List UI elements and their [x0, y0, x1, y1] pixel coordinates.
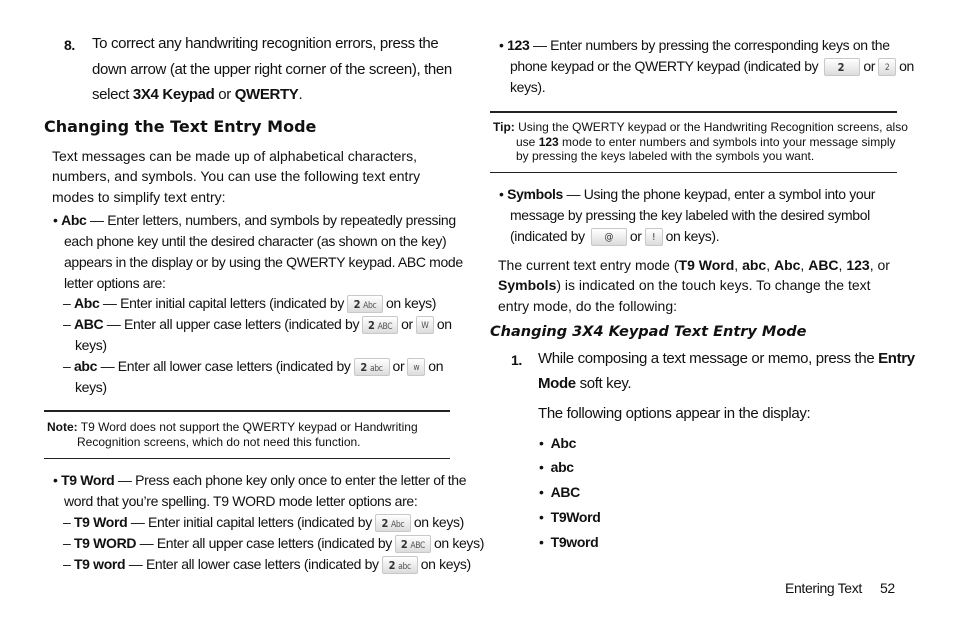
note-top-rule [44, 410, 450, 412]
abc-bullet-line-1: • Abc — Enter letters, numbers, and symbols by repeatedly pressing [53, 212, 456, 228]
abc-sub-initial-caps: – Abc — Enter initial capital letters (indicated by 2 Abc on keys) [63, 295, 437, 312]
current-mode-line-2: Symbols) is indicated on the touch keys. To change the text [498, 277, 871, 293]
note-bottom-rule [44, 458, 450, 459]
step-8-line-2: down arrow (at the upper right corner of the screen), then [92, 61, 452, 78]
t9-sub-upper: – T9 WORD — Enter all upper case letters (indicated by 2 ABC on keys) [63, 535, 485, 552]
intro-line-2: numbers, and symbols. You can use the following text entry [52, 168, 421, 184]
step-8-line-3: select 3X4 Keypad or QWERTY. [92, 86, 303, 103]
tip-bottom-rule [490, 172, 897, 173]
step-8-line-1: To correct any handwriting recognition errors, press the [92, 35, 439, 52]
options-intro: The following options appear in the display: [538, 405, 811, 422]
abc-sub-upper-cont: keys) [75, 337, 107, 353]
current-mode-line-1: The current text entry mode (T9 Word, abc, Abc, ABC, 123, or [498, 257, 890, 273]
key-2-abc-icon: 2 abc [354, 358, 390, 376]
key-at-icon: @ [591, 228, 627, 246]
key-2-Abc-icon: 2 Abc [347, 295, 383, 313]
intro-line-1: Text messages can be made up of alphabetical characters, [52, 148, 417, 164]
key-2-small-icon: 2 [878, 58, 896, 76]
abc-sub-lower: – abc — Enter all lower case letters (indicated by 2 abc or w on [63, 358, 444, 375]
num-bullet-line-2: phone keypad or the QWERTY keypad (indicated by 2 or 2 on [510, 58, 914, 75]
note-line-2: Recognition screens, which do not need this function. [77, 435, 361, 449]
footer-section-title: Entering Text [785, 580, 862, 596]
option-item: • ABC [539, 484, 580, 500]
key-2-Abc-icon: 2 Abc [375, 514, 411, 532]
t9-sub-initial-caps: – T9 Word — Enter initial capital letters (indicated by 2 Abc on keys) [63, 514, 464, 531]
key-2-abc-icon: 2 abc [382, 556, 418, 574]
tip-top-rule [490, 111, 897, 113]
key-W-icon: W [416, 316, 434, 334]
intro-line-3: modes to simplify text entry: [52, 189, 226, 205]
step-1-number: 1. [511, 352, 522, 368]
abc-bullet-line-3: appears in the display or by using the QWERTY keypad. ABC mode [64, 254, 463, 270]
subsection-heading: Changing 3X4 Keypad Text Entry Mode [490, 324, 807, 340]
option-item: • T9word [539, 534, 599, 550]
tip-line-1: Tip: Using the QWERTY keypad or the Handwriting Recognition screens, also [493, 120, 908, 134]
step-8-number: 8. [64, 37, 75, 53]
t9-bullet-line-2: word that you’re spelling. T9 WORD mode letter options are: [64, 493, 418, 509]
page-number: 52 [880, 580, 895, 596]
option-item: • T9Word [539, 509, 601, 525]
option-item: • abc [539, 459, 574, 475]
symbols-bullet-line-3: (indicated by @ or ! on keys). [510, 226, 719, 247]
t9-sub-lower: – T9 word — Enter all lower case letters (indicated by 2 abc on keys) [63, 556, 471, 573]
option-item: • Abc [539, 435, 577, 451]
step-1-line-1: While composing a text message or memo, press the Entry [538, 350, 915, 367]
num-bullet-line-1: • 123 — Enter numbers by pressing the corresponding keys on the [499, 37, 890, 53]
key-2-ABC-icon: 2 ABC [362, 316, 398, 334]
abc-sub-lower-cont: keys) [75, 379, 107, 395]
key-2-wide-icon: 2 [824, 58, 860, 76]
tip-line-3: by pressing the keys labeled with the symbols you want. [516, 149, 815, 163]
note-line-1: Note: T9 Word does not support the QWERTY keypad or Handwriting [47, 420, 418, 434]
tip-line-2: use 123 mode to enter numbers and symbols into your message simply [516, 135, 896, 149]
symbols-bullet-line-1: • Symbols — Using the phone keypad, enter a symbol into your [499, 186, 876, 202]
key-2-ABC-icon: 2 ABC [395, 535, 431, 553]
abc-sub-upper: – ABC — Enter all upper case letters (indicated by 2 ABC or W on [63, 316, 452, 333]
current-mode-line-3: entry mode, do the following: [498, 298, 677, 314]
symbols-bullet-line-2: message by pressing the key labeled with the desired symbol [510, 207, 870, 223]
num-bullet-line-3: keys). [510, 79, 546, 95]
section-heading: Changing the Text Entry Mode [44, 117, 317, 136]
key-exclamation-icon: ! [645, 228, 663, 246]
t9-bullet-line-1: • T9 Word — Press each phone key only once to enter the letter of the [53, 472, 467, 488]
abc-bullet-line-2: each phone key until the desired character (as shown on the key) [64, 233, 447, 249]
key-w-icon: w [407, 358, 425, 376]
step-1-line-2: Mode soft key. [538, 375, 632, 392]
abc-bullet-line-4: letter options are: [64, 275, 166, 291]
